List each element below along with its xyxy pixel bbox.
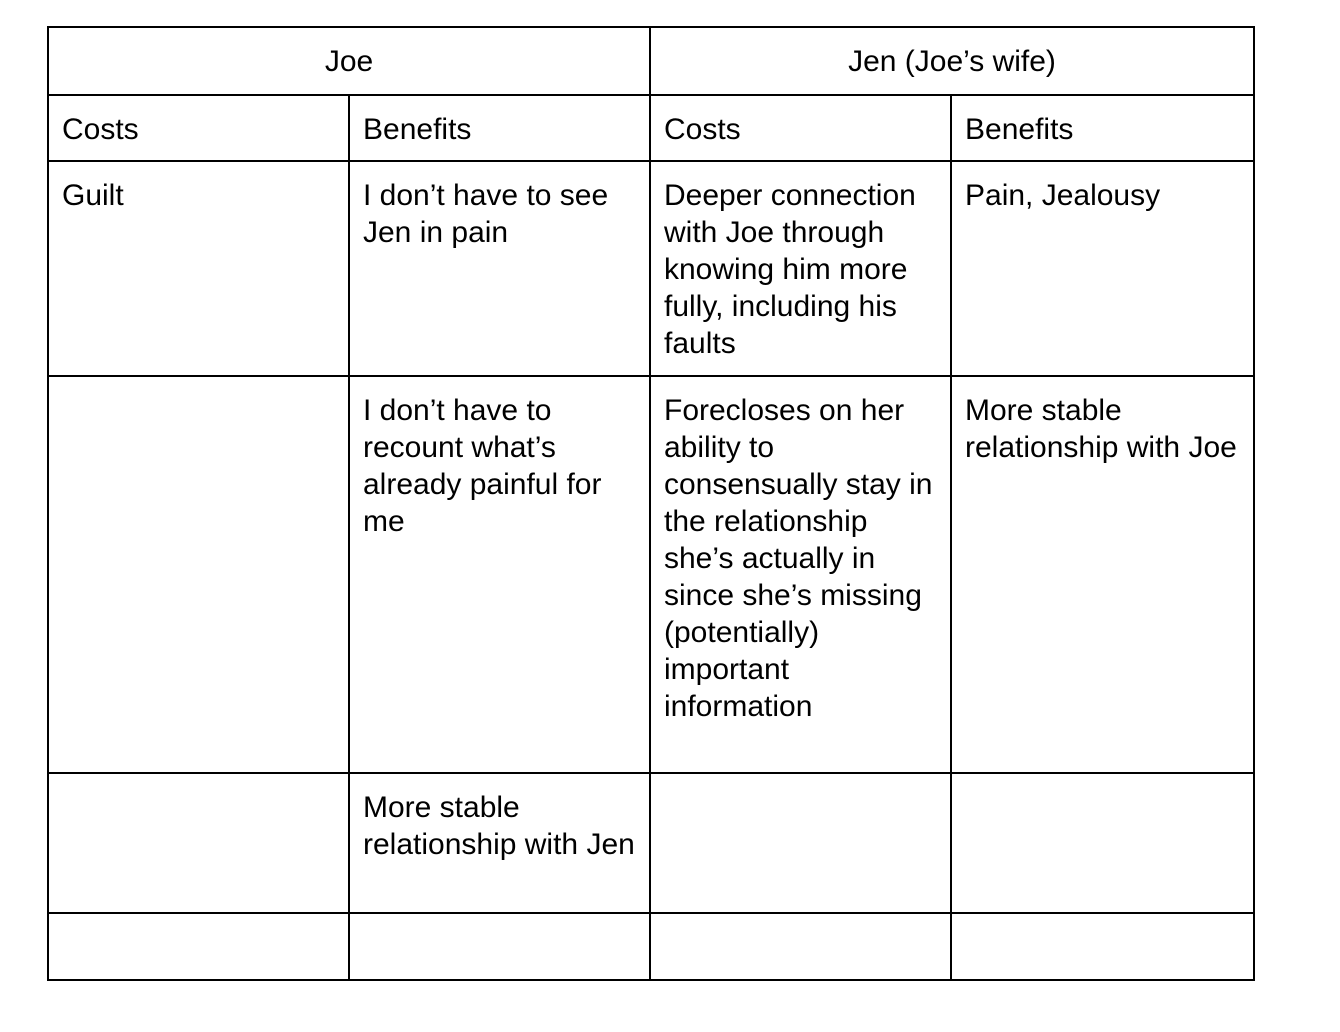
table-cell: More stable relationship with Jen bbox=[349, 773, 650, 913]
subheader-row bbox=[48, 95, 1254, 161]
table-cell: Forecloses on her ability to consensually stay in the relationship she’s actually in since she’s missing (potentially) important information bbox=[650, 376, 951, 773]
table-row bbox=[48, 376, 1254, 773]
person-name: Joe bbox=[324, 44, 374, 78]
table-cell: Guilt bbox=[48, 161, 349, 376]
subheader-joe-costs: Costs bbox=[48, 95, 349, 161]
table-row bbox=[48, 913, 1254, 980]
person-header-jen bbox=[650, 27, 1254, 95]
table-cell bbox=[951, 913, 1254, 980]
table-cell bbox=[349, 913, 650, 980]
table-cell: Pain, Jealousy bbox=[951, 161, 1254, 376]
subheader-jen-costs: Costs bbox=[650, 95, 951, 161]
table-row bbox=[48, 161, 1254, 376]
subheader-joe-benefits: Benefits bbox=[349, 95, 650, 161]
costs-benefits-table bbox=[47, 26, 1255, 981]
table-cell bbox=[48, 913, 349, 980]
person-header-joe bbox=[48, 27, 650, 95]
person-name: Jen (Joe’s wife) bbox=[848, 44, 1056, 78]
table-cell: More stable relationship with Joe bbox=[951, 376, 1254, 773]
table-cell: Deeper connection with Joe through knowing him more fully, including his faults bbox=[650, 161, 951, 376]
table-cell bbox=[48, 376, 349, 773]
table-cell bbox=[650, 773, 951, 913]
table-cell bbox=[951, 773, 1254, 913]
table-cell: I don’t have to see Jen in pain bbox=[349, 161, 650, 376]
person-header-row bbox=[48, 27, 1254, 95]
table-cell bbox=[48, 773, 349, 913]
subheader-jen-benefits: Benefits bbox=[951, 95, 1254, 161]
table-row bbox=[48, 773, 1254, 913]
table-cell: I don’t have to recount what’s already painful for me bbox=[349, 376, 650, 773]
table-cell bbox=[650, 913, 951, 980]
